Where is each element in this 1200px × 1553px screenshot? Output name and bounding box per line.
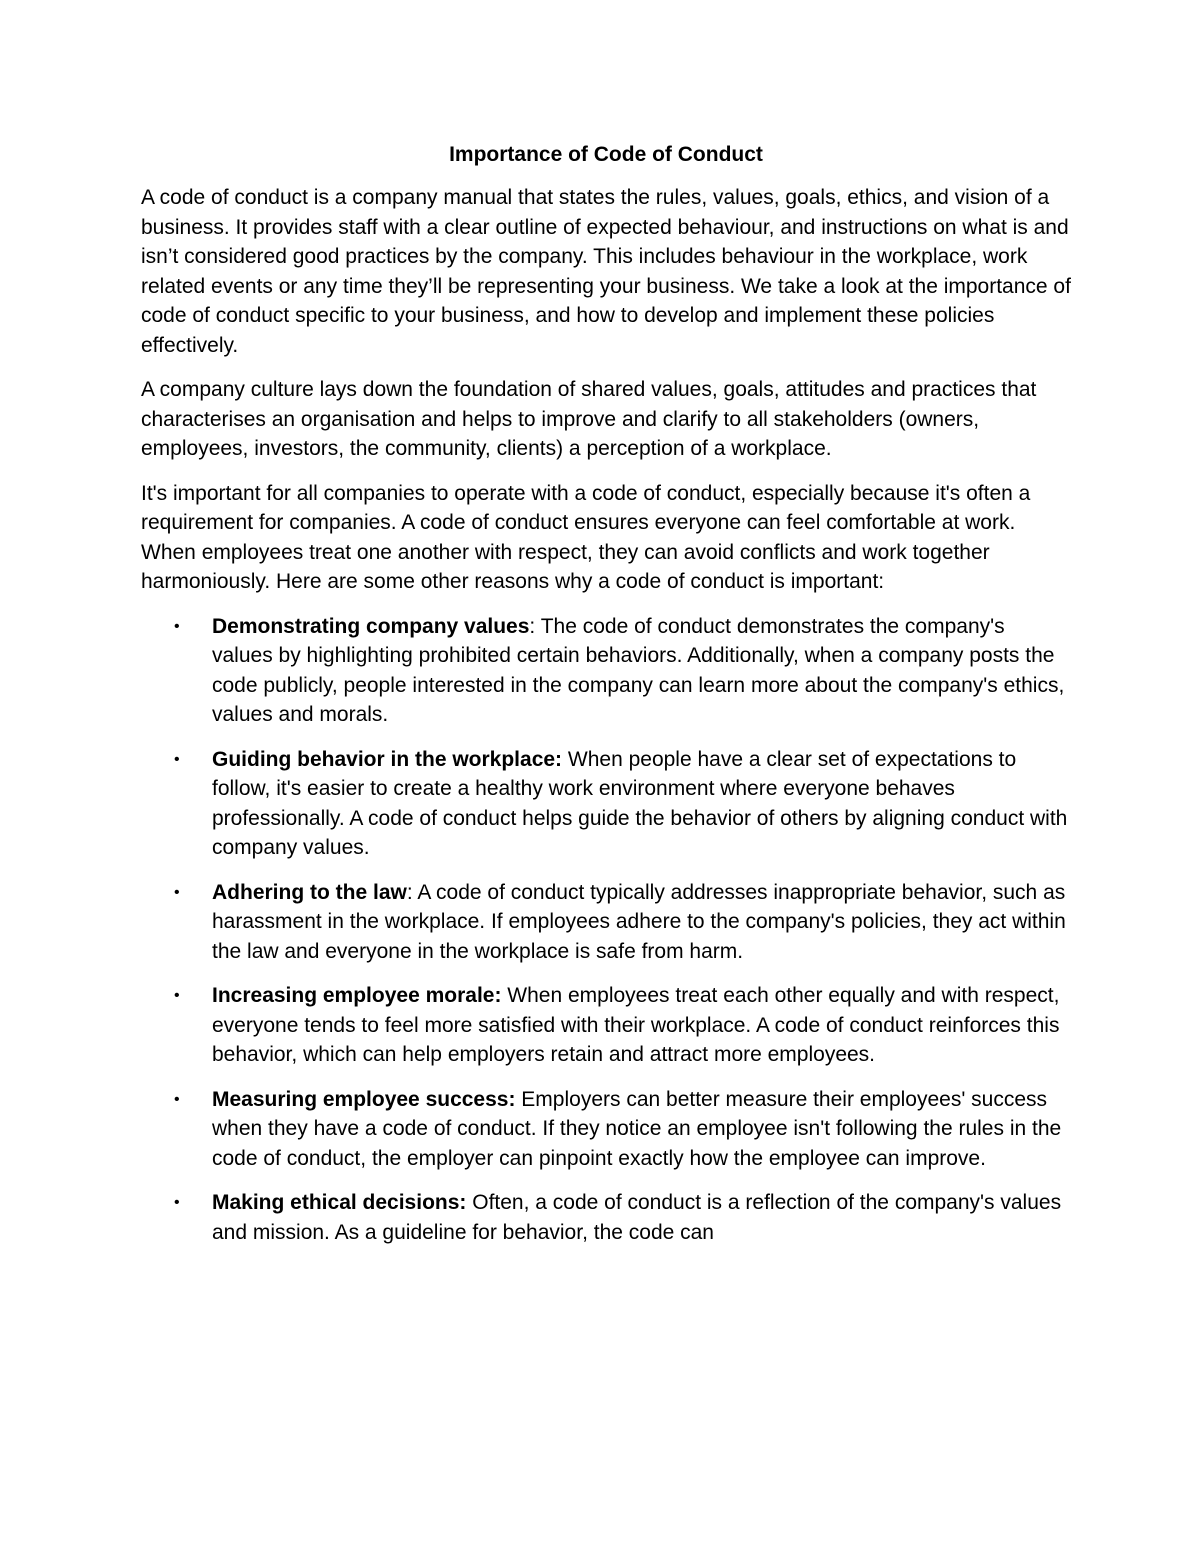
reason-term: Guiding behavior in the workplace:: [212, 747, 563, 771]
reason-term: Increasing employee morale:: [212, 984, 502, 1007]
list-item: [141, 1085, 1071, 1174]
bullet-icon: •: [174, 1090, 180, 1108]
reason-term: Measuring employee success:: [212, 1087, 516, 1111]
bullet-icon: •: [174, 883, 180, 901]
reason-text: Often, a code of conduct is a reflection of the company's values and mission. As a guideline for behavior, the code can: [212, 1191, 1062, 1244]
bullet-icon: •: [174, 750, 180, 768]
list-item: [141, 612, 1071, 730]
bullet-icon: •: [174, 617, 180, 635]
list-item: [141, 878, 1071, 967]
reason-term: Demonstrating company values: [212, 614, 530, 638]
reason-term: Making ethical decisions:: [212, 1191, 467, 1214]
paragraph-importance: It's important for all companies to operate with a code of conduct, especially because it's often a requirement for companies. A code of conduct ensures everyone can feel comfortable at work. When employees treat one another with respect, they can avoid conflicts and work together harmoniously. Here are some other reasons why a code of conduct is important:: [141, 481, 1031, 593]
reasons-list: [141, 612, 1071, 1248]
reason-text: When employees treat each other equally and with respect, everyone tends to feel more satisfied with their workplace. A code of conduct reinforces this behavior, which can help employers retain and attract more employees.: [212, 984, 1060, 1066]
list-item: [141, 981, 1071, 1070]
document-page: [141, 140, 1071, 1262]
bullet-icon: •: [174, 1194, 180, 1211]
list-item: [141, 1188, 1071, 1247]
reason-text: : A code of conduct typically addresses inappropriate behavior, such as harassment in the workplace. If employees adhere to the company's policies, they act within the law and everyone in the workplace is safe from harm.: [212, 880, 1066, 963]
reason-text: Employers can better measure their employees' success when they have a code of conduct. If they notice an employee isn't following the rules in the code of conduct, the employer can pinpoint exactly how the employee can improve.: [212, 1087, 1062, 1170]
reason-term: Adhering to the law: [212, 880, 407, 904]
list-item: [141, 745, 1071, 863]
reason-text: : The code of conduct demonstrates the company's values by highlighting prohibited certain behaviors. Additionally, when a company posts the code publicly, people interested in the company can learn more about the company's ethics, values and morals.: [212, 614, 1065, 726]
reason-text: When people have a clear set of expectations to follow, it's easier to create a healthy work environment where everyone behaves professionally. A code of conduct helps guide the behavior of others by aligning conduct with company values.: [212, 747, 1068, 859]
document-title: Importance of Code of Conduct: [449, 143, 763, 166]
bullet-icon: •: [174, 987, 180, 1004]
paragraph-intro: A code of conduct is a company manual that states the rules, values, goals, ethics, and vision of a business. It provides staff with a clear outline of expected behaviour, and instructions on what is and isn’t considered good practices by the company. This includes behaviour in the workplace, work related events or any time they’ll be representing your business. We take a look at the importance of code of conduct specific to your business, and how to develop and implement these policies effectively.: [141, 186, 1071, 357]
paragraph-company-culture: A company culture lays down the foundation of shared values, goals, attitudes and practices that characterises an organisation and helps to improve and clarify to all stakeholders (owners, employees, investors, the community, clients) a perception of a workplace.: [141, 378, 1037, 460]
